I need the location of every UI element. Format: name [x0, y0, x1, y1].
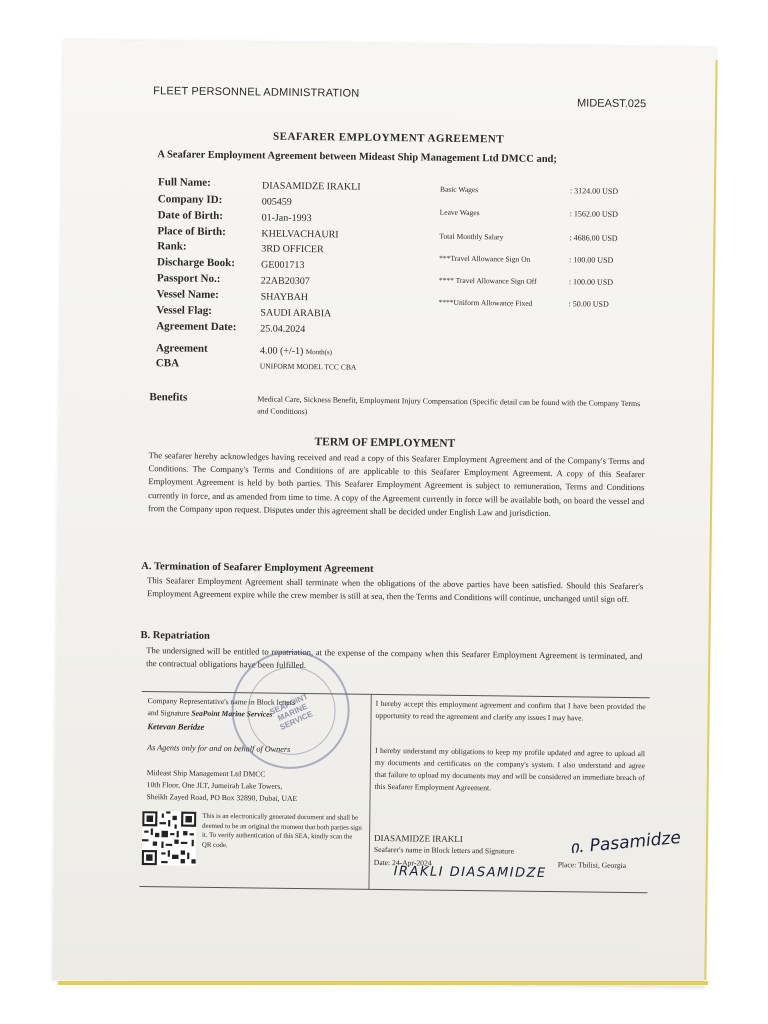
- header-department: FLEET PERSONNEL ADMINISTRATION: [153, 85, 360, 100]
- signature-place: Place: Tbilisi, Georgia: [557, 860, 627, 870]
- termination-title: A. Termination of Seafarer Employment Agreement: [141, 561, 374, 575]
- value-agreement: [260, 345, 332, 357]
- company-address-1: Mideast Ship Management Ltd DMCC: [146, 768, 266, 779]
- label-passport: Passport No.:: [156, 272, 221, 285]
- value-rank: 3RD OFFICER: [261, 243, 324, 256]
- wage-label-uniform: ****Uniform Allowance Fixed: [438, 297, 533, 308]
- repatriation-text: The undersigned will be entitled to repatriation, at the expense of the company when this Seafarer Employment Agreement is terminated, and the contractual obligations have been fulfilled.: [146, 645, 643, 671]
- wage-value-leave: : 1562.00 USD: [569, 209, 618, 219]
- document-subtitle: A Seafarer Employment Agreement between Mideast Ship Management Ltd DMCC and;: [157, 149, 557, 166]
- label-full-name: Full Name:: [157, 176, 211, 189]
- label-company-id: Company ID:: [157, 193, 223, 207]
- label-discharge: Discharge Book:: [156, 256, 236, 270]
- label-rank: Rank:: [157, 240, 187, 253]
- wage-label-basic: Basic Wages: [439, 184, 479, 195]
- stamp-text: SEAPOINT MARINE SERVICE: [268, 691, 315, 732]
- wage-value-travel-on: : 100.00 USD: [569, 255, 614, 265]
- company-address-3: Sheikh Zayed Road, PO Box 32890, Dubai, UAE: [146, 792, 298, 803]
- wage-label-leave: Leave Wages: [439, 207, 480, 218]
- company-address-2: 10th Floor, One JLT, Jumeirah Lake Towers,: [146, 780, 283, 791]
- seafarer-handwritten-signature: ი. Pasamidze: [569, 827, 682, 859]
- signature-date: Date: 24-Apr-2024: [373, 857, 432, 868]
- wage-value-uniform: : 50.00 USD: [568, 299, 609, 309]
- wage-value-total: : 4686.00 USD: [569, 233, 618, 243]
- value-company-id: 005459: [261, 196, 292, 208]
- term-title: TERM OF EMPLOYMENT: [314, 436, 456, 450]
- document-title: SEAFARER EMPLOYMENT AGREEMENT: [272, 130, 505, 146]
- agents-line: As Agents only for and on behalf of Owners: [147, 743, 291, 754]
- value-discharge: GE001713: [260, 259, 305, 272]
- label-pob: Place of Birth:: [157, 225, 226, 239]
- term-text: The seafarer hereby acknowledges having received and read a copy of this Seafarer Employment Agreement and of the Company's Terms and Conditions. The Company's Terms and Conditions of are applicable to this Seafarer Employment Agreement. A copy of this Seafarer Employment Agreement is held by both parties. This Seafarer Employment Agreement is subject to remuneration, Terms and Conditions currently in force, and as amended from time to time. A copy of the Agreement currently in force will be available both, on board the vessel and from the Company upon request. Disputes under this agreement shall be decided under English Law and jurisdiction.: [147, 450, 645, 518]
- label-flag: Vessel Flag:: [156, 304, 213, 317]
- wage-label-travel-off: **** Travel Allowance Sign Off: [438, 275, 537, 286]
- document-page: [52, 40, 715, 988]
- header-doc-code: MIDEAST.025: [576, 97, 647, 111]
- value-passport: 22AB20307: [260, 275, 310, 288]
- qr-code[interactable]: [142, 811, 197, 866]
- value-dob: 01-Jan-1993: [261, 212, 312, 225]
- wage-value-basic: : 3124.00 USD: [569, 186, 619, 196]
- value-vessel: SHAYBAH: [260, 291, 309, 304]
- seafarer-handwritten-name: IRAKLI DIASAMIDZE: [393, 864, 547, 882]
- seafarer-accept-text: I hereby accept this employment agreement and confirm that I have been provided the opportunity to read the agreement and clarify any issues I may have.: [375, 698, 646, 723]
- agreement-months: 4.00: [259, 345, 278, 357]
- value-full-name: DIASAMIDZE IRAKLI: [261, 180, 361, 193]
- seafarer-name-caption: Seafarer's name in Block letters and Signature: [373, 844, 515, 856]
- value-cba: UNIFORM MODEL TCC CBA: [259, 361, 357, 372]
- repatriation-title: B. Repatriation: [140, 630, 210, 642]
- seafarer-name: DIASAMIDZE IRAKLI: [373, 832, 463, 844]
- agreement-unit: Month(s): [305, 348, 333, 357]
- paper-edge-bottom: [58, 981, 708, 985]
- value-flag: SAUDI ARABIA: [260, 307, 332, 320]
- seafarer-understand-text: I hereby understand my obligations to keep my profile updated and agree to upload all my documents and certificates on the company's system. I also understand and agree that failure to upload my documents may and will be considered an immediate breach of this Seafarer Employment Agreement.: [374, 745, 646, 793]
- benefits-label: Benefits: [149, 391, 188, 404]
- company-sig-prefix: and Signature: [147, 708, 192, 718]
- wage-label-travel-on: ***Travel Allowance Sign On: [439, 253, 531, 264]
- wage-label-total: Total Monthly Salary: [439, 231, 504, 242]
- company-sig-company: SeaPoint Marine Services: [191, 708, 273, 719]
- label-agreement: Agreement: [155, 342, 208, 355]
- value-pob: KHELVACHAURI: [261, 228, 339, 241]
- value-agreement-date: 25.04.2024: [260, 323, 306, 336]
- company-rep-name: Ketevan Beridze: [147, 721, 205, 732]
- company-rep-caption: Company Representative's name in Block letters: [147, 696, 296, 707]
- termination-text: This Seafarer Employment Agreement shall terminate when the obligations of the above parties have been satisfied. Should this Seafarer's Employment Agreement expire while the crew member is still at sea, then the Terms and Conditions will continue, unchanged until sign off.: [146, 575, 644, 605]
- qr-note: This is an electronically generated document and shall be deemed to be an original the moment that both parties sign it. To verify authentication of this SEA, kindly scan the QR code.: [201, 812, 362, 849]
- benefits-text: Medical Care, Sickness Benefit, Employment Injury Compensation (Specific detail can be found with the Company Terms and Conditions): [257, 394, 641, 417]
- label-cba: CBA: [155, 357, 180, 370]
- label-vessel: Vessel Name:: [156, 288, 219, 301]
- wage-value-travel-off: : 100.00 USD: [568, 277, 614, 287]
- label-agreement-date: Agreement Date:: [156, 320, 237, 334]
- agreement-tolerance: (+/-1): [279, 345, 304, 358]
- label-dob: Date of Birth:: [157, 209, 224, 223]
